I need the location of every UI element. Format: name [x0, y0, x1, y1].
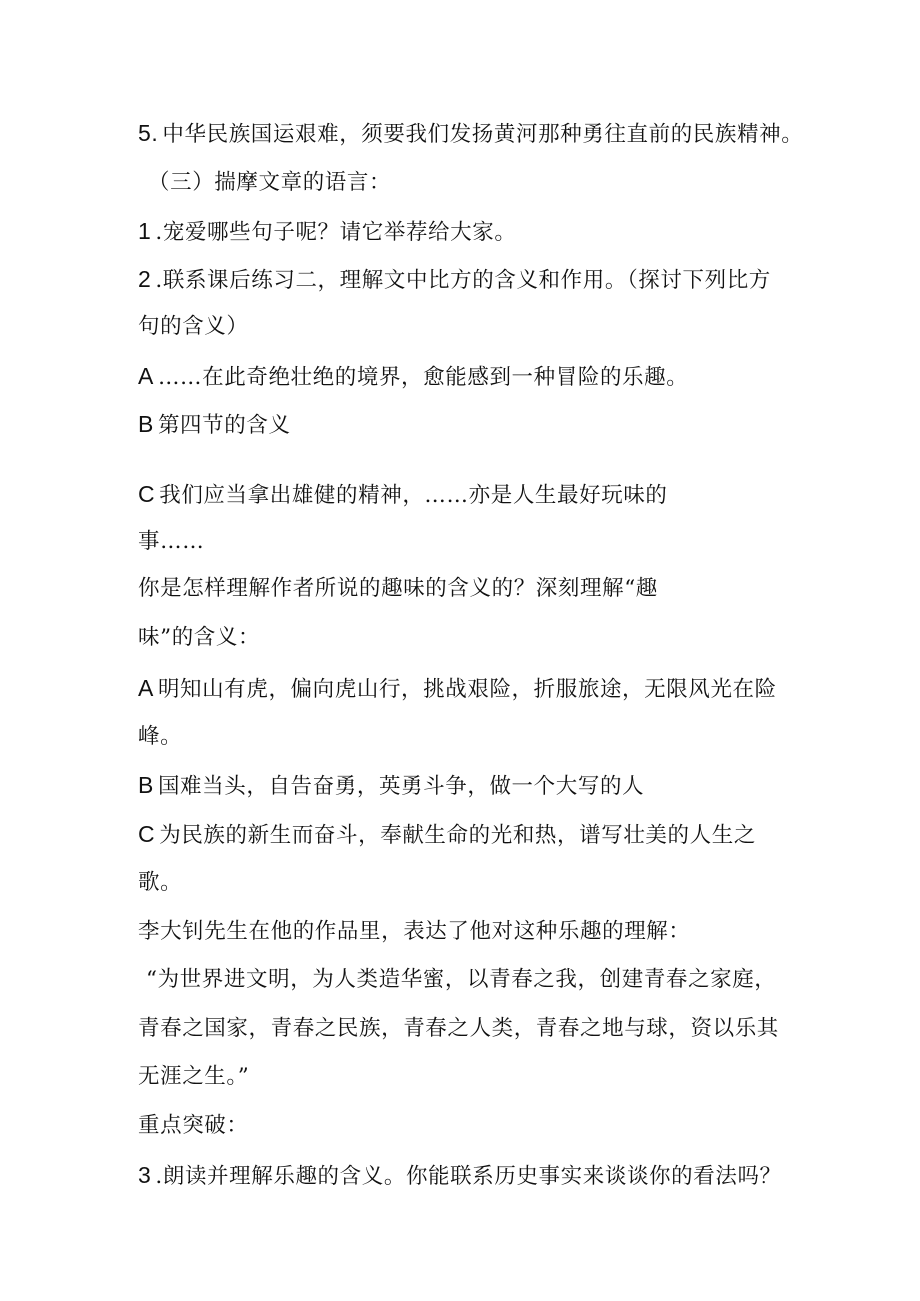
text-line — [138, 624, 260, 652]
text-line — [138, 674, 777, 704]
text-line — [138, 771, 644, 801]
line-text: 味”的含义： — [138, 625, 261, 650]
line-text: 青春之国家，青春之民族，青春之人类，青春之地与球，资以乐其 — [138, 1016, 779, 1041]
section-heading — [148, 169, 391, 197]
text-line — [138, 362, 688, 392]
text-line — [138, 820, 756, 850]
line-text: 无涯之生。” — [138, 1064, 250, 1089]
text-line — [138, 265, 771, 295]
line-text: 我们应当拿出雄健的精神，……亦是人生最好玩味的 — [159, 483, 668, 508]
item-number: 2 — [138, 266, 152, 292]
text-line — [138, 528, 204, 556]
line-text: “为世界进文明，为人类造华蜜，以青春之我，创建青春之家庭， — [146, 967, 777, 992]
line-text: 歌。 — [138, 870, 183, 895]
line-text: （三）揣摩文章的语言： — [148, 170, 392, 195]
text-line — [138, 119, 803, 149]
line-text: 句的含义） — [138, 314, 249, 339]
text-line — [138, 1161, 782, 1191]
item-marker: A — [138, 363, 154, 389]
item-number: 1 — [138, 218, 152, 244]
line-text: 中华民族国运艰难，须要我们发扬黄河那种勇往直前的民族精神。 — [162, 122, 804, 147]
line-text: .联系课后练习二，理解文中比方的含义和作用。（探讨下列比方 — [155, 268, 771, 293]
line-text: 明知山有虎，偏向虎山行，挑战艰险，折服旅途，无限风光在险 — [157, 677, 777, 702]
item-marker: C — [138, 481, 156, 507]
item-marker: B — [138, 411, 154, 437]
text-line — [138, 869, 182, 897]
line-text: 第四节的含义 — [157, 413, 291, 438]
quote-line — [146, 966, 776, 994]
line-text: .宠爱哪些句子呢？请它举荐给大家。 — [155, 220, 517, 245]
item-marker: A — [138, 675, 154, 701]
text-line — [138, 480, 668, 510]
line-text: ……在此奇绝壮绝的境界，愈能感到一种冒险的乐趣。 — [157, 365, 689, 390]
line-text: 事…… — [138, 529, 205, 554]
line-text: 李大钊先生在他的作品里，表达了他对这种乐趣的理解： — [138, 919, 691, 944]
item-number: 5. — [138, 120, 159, 146]
item-marker: C — [138, 821, 156, 847]
text-line — [138, 575, 658, 603]
text-line — [138, 918, 691, 946]
item-number: 3 — [138, 1162, 152, 1188]
quote-line — [138, 1015, 779, 1043]
line-text: 为民族的新生而奋斗，奉献生命的光和热，谱写壮美的人生之 — [159, 823, 756, 848]
line-text: .朗读并理解乐趣的含义。你能联系历史事实来谈谈你的看法吗？ — [155, 1164, 782, 1189]
line-text: 峰。 — [138, 724, 183, 749]
line-text: 国难当头，自告奋勇，英勇斗争，做一个大写的人 — [157, 774, 645, 799]
line-text: 重点突破： — [138, 1113, 249, 1138]
text-line — [138, 723, 182, 751]
item-marker: B — [138, 772, 154, 798]
text-line — [138, 217, 516, 247]
quote-line — [138, 1063, 249, 1091]
text-line — [138, 313, 249, 341]
text-line — [138, 410, 291, 440]
line-text: 你是怎样理解作者所说的趣味的含义的？深刻理解“趣 — [138, 576, 658, 601]
text-line — [138, 1112, 249, 1140]
